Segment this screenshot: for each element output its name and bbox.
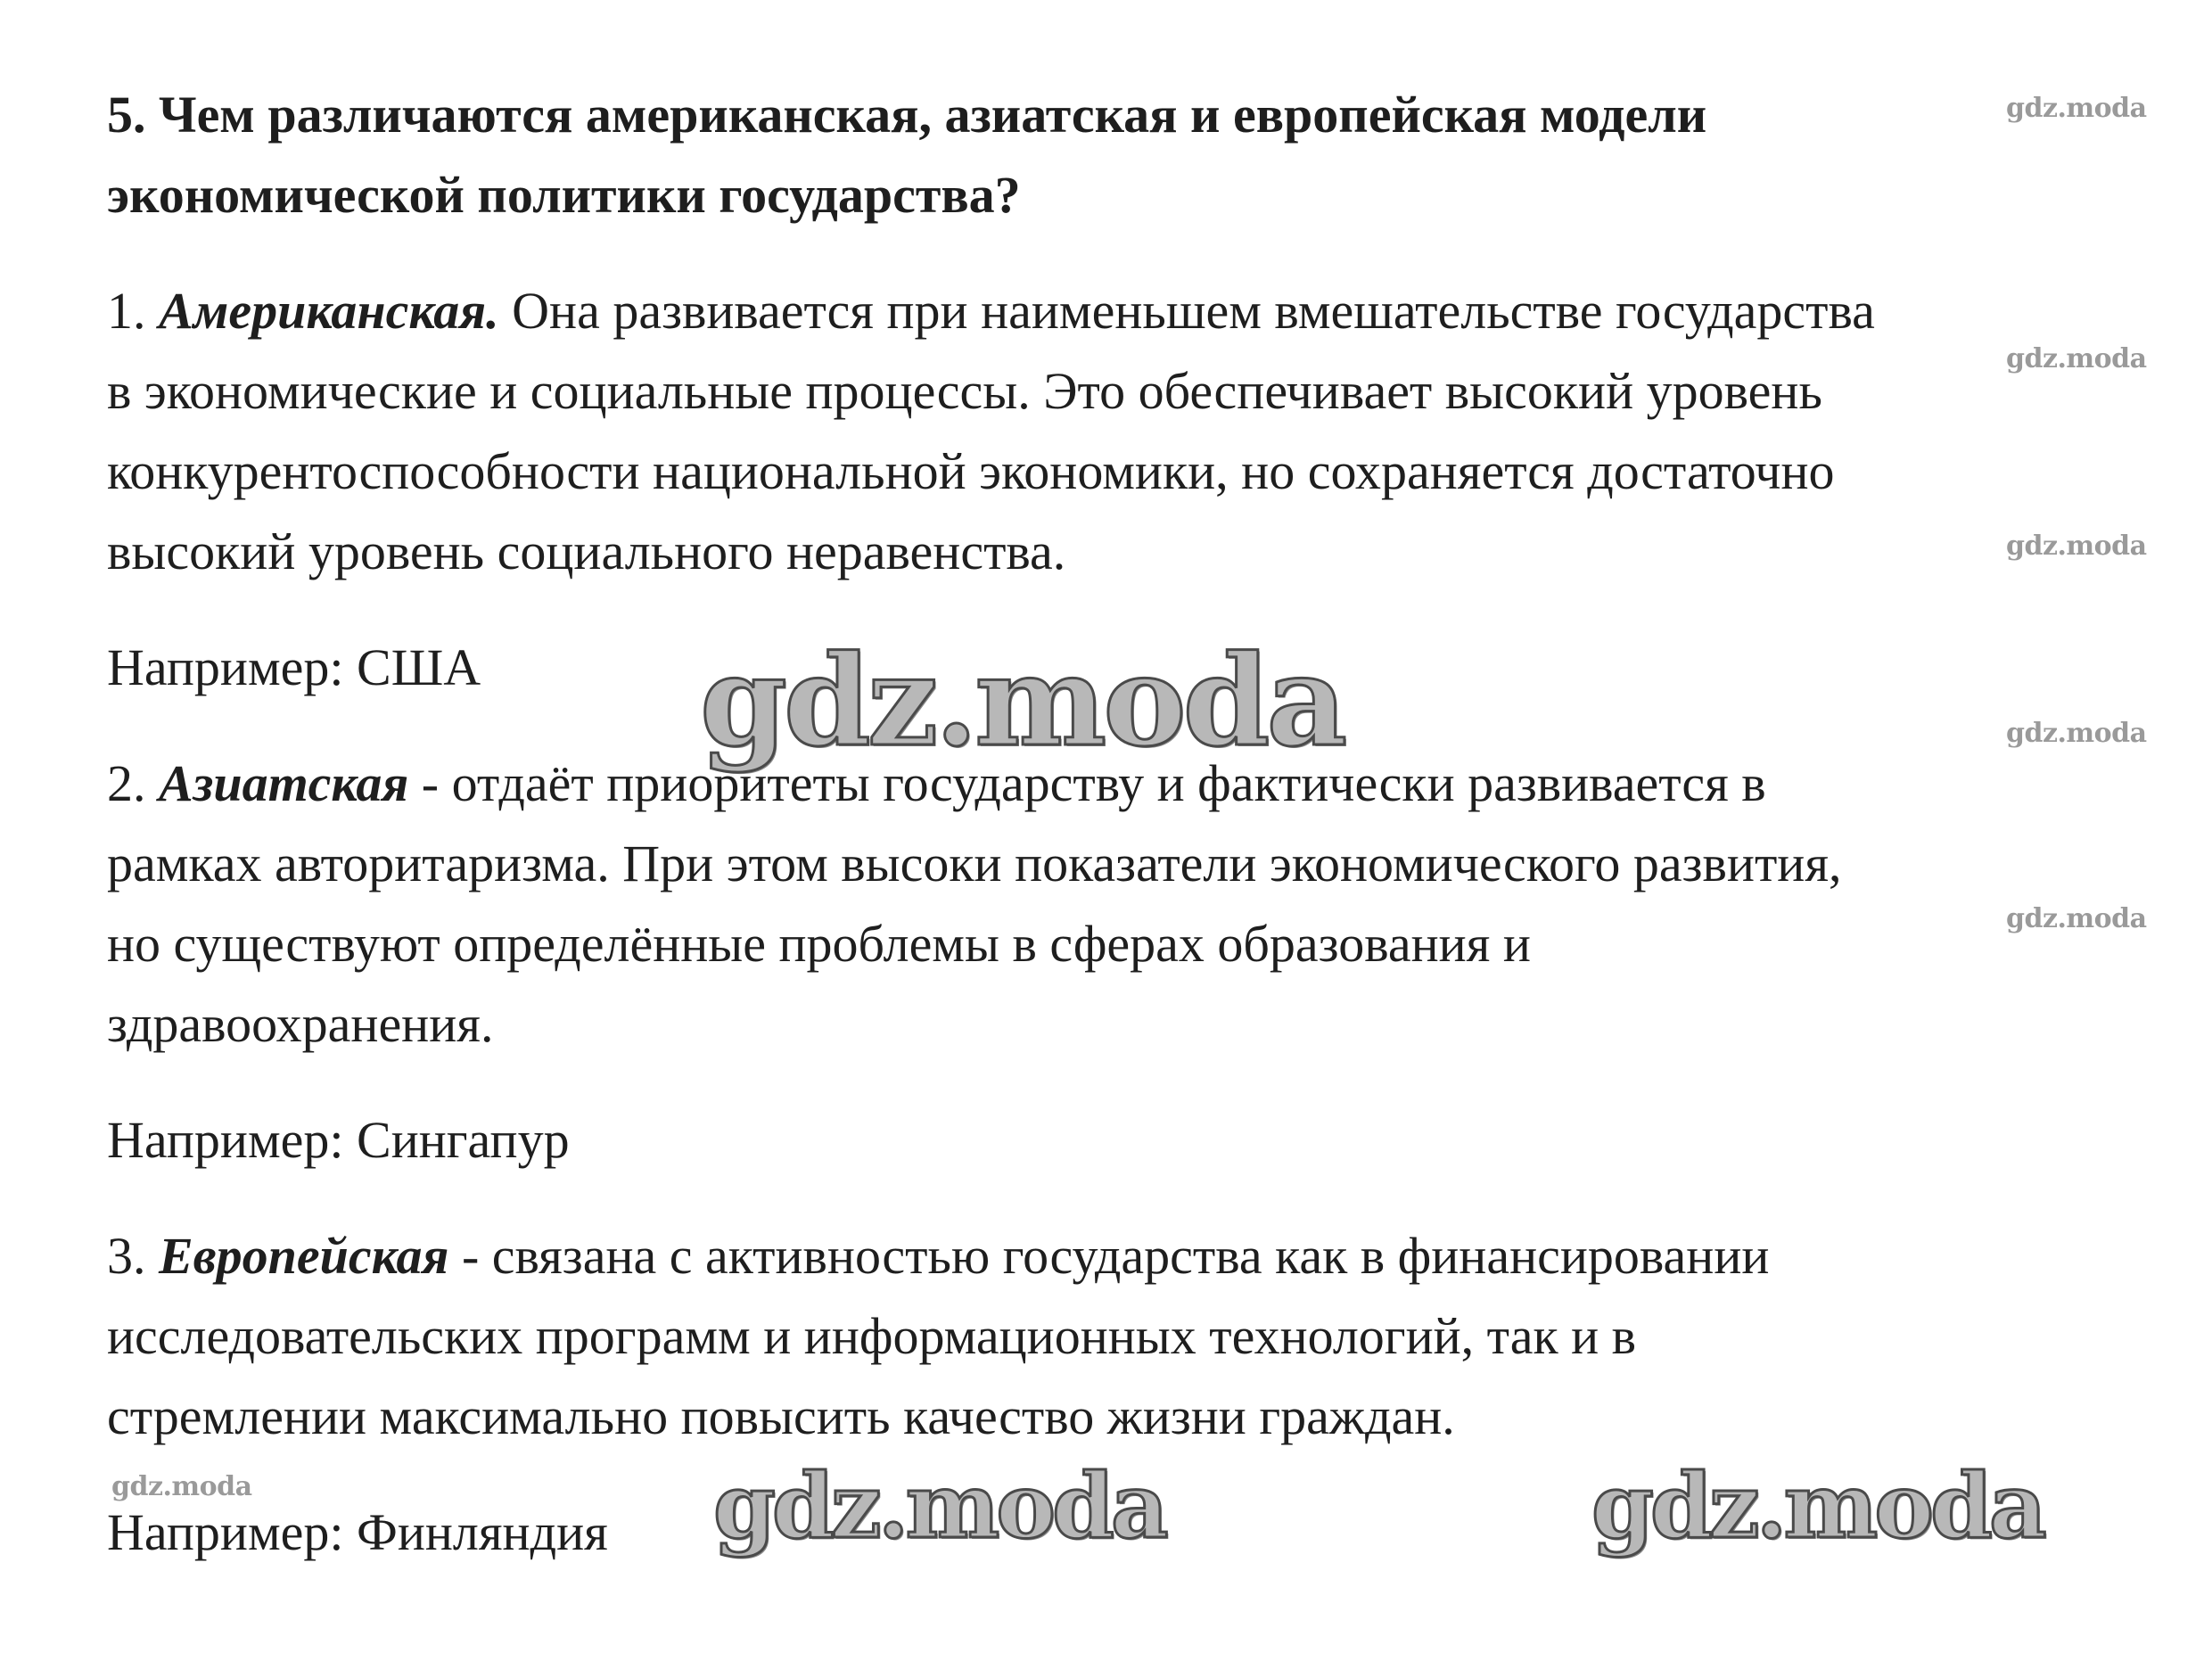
watermark-small: gdz.moda <box>2006 343 2147 374</box>
answer-1-text-1: Она развивается при наименьшем вмешательстве государства <box>498 282 1875 340</box>
answer-3-number: 3. <box>107 1227 159 1285</box>
answer-3-line-2: исследовательских программ и информационных технологий, так и в <box>107 1307 1637 1365</box>
answer-2-line-3: но существуют определённые проблемы в сферах образования и <box>107 915 1531 973</box>
answer-1-number: 1. <box>107 282 159 340</box>
watermark-small: gdz.moda <box>2006 718 2147 749</box>
watermark-small: gdz.moda <box>111 1471 252 1502</box>
answer-2-term: Азиатская <box>159 754 409 812</box>
question-line-2: экономической политики государства? <box>107 166 1021 224</box>
answer-1-line-2: в экономические и социальные процессы. Это обеспечивает высокий уровень <box>107 362 1822 420</box>
answer-1-example: Например: США <box>107 638 481 696</box>
watermark-small: gdz.moda <box>2006 530 2147 562</box>
watermark-large: gdz.moda <box>713 1453 1165 1558</box>
answer-2-line-2: рамках авторитаризма. При этом высоки показатели экономического развития, <box>107 835 1842 892</box>
answer-3-term: Европейская <box>159 1227 449 1285</box>
answer-3-line-3: стремлении максимально повысить качество жизни граждан. <box>107 1387 1455 1445</box>
answer-2-example: Например: Сингапур <box>107 1111 570 1169</box>
watermark-small: gdz.moda <box>2006 93 2147 124</box>
watermark-large: gdz.moda <box>700 629 1344 775</box>
answer-3-example: Например: Финляндия <box>107 1503 608 1561</box>
answer-1-line-3: конкурентоспособности национальной экономики, но сохраняется достаточно <box>107 442 1835 500</box>
watermark-small: gdz.moda <box>2006 903 2147 934</box>
answer-1-term: Американская. <box>159 282 499 340</box>
answer-1-line-4: высокий уровень социального неравенства. <box>107 522 1066 580</box>
answer-3-text-1: - связана с активностью государства как в финансировании <box>448 1227 1770 1285</box>
answer-2-number: 2. <box>107 754 159 812</box>
answer-2-text-1: - отдаёт приоритеты государству и фактически развивается в <box>408 754 1766 812</box>
answer-2-line-4: здравоохранения. <box>107 995 494 1053</box>
question-line-1: 5. Чем различаются американская, азиатская и европейская модели <box>107 86 1707 144</box>
watermark-large: gdz.moda <box>1591 1453 2043 1558</box>
answer-1-line-1 <box>107 282 1875 340</box>
answer-3-line-1 <box>107 1227 1770 1285</box>
